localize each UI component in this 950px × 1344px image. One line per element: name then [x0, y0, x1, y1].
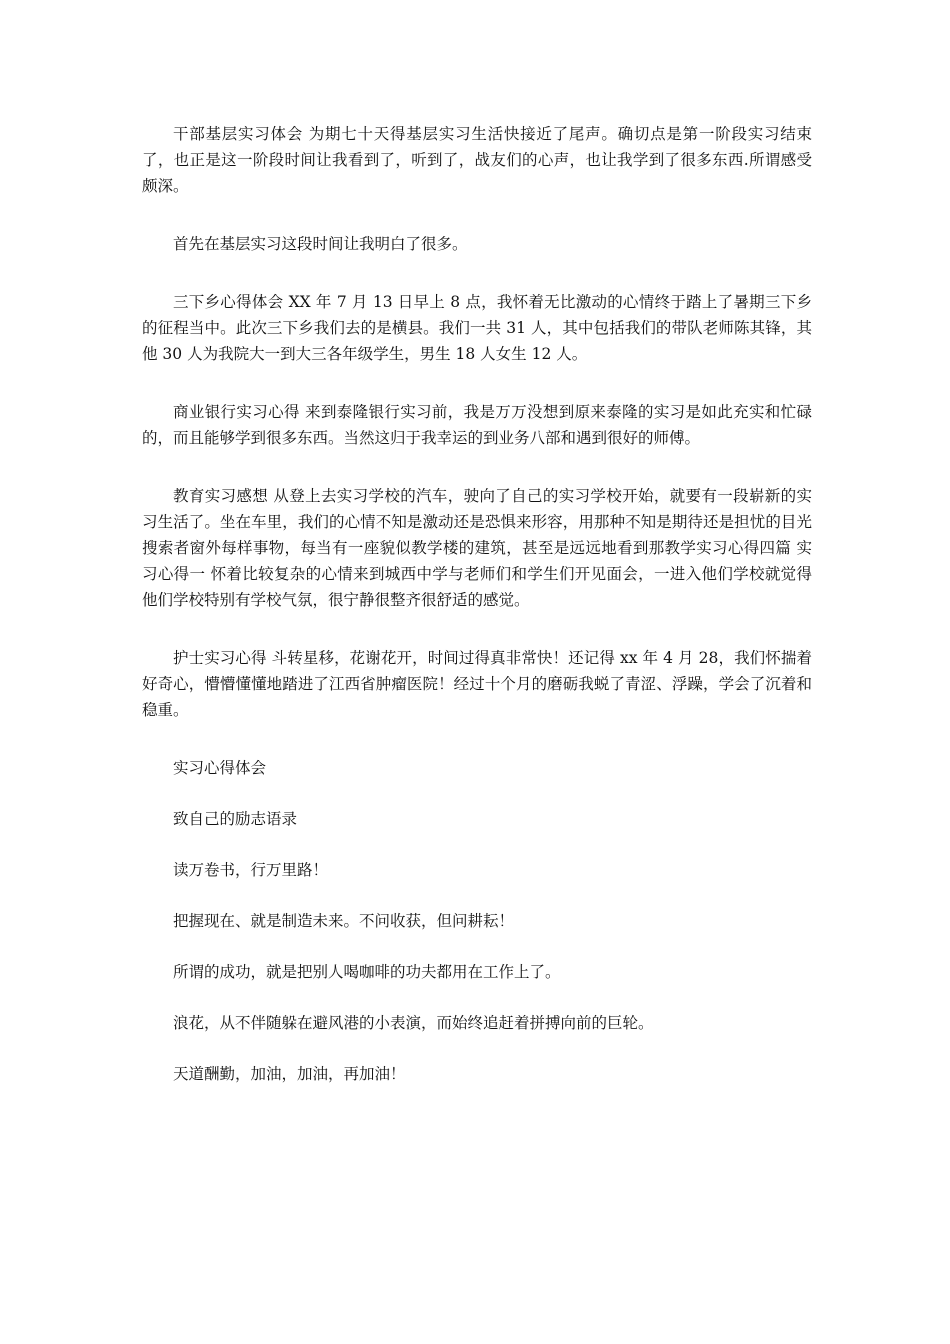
paragraph-nurse-internship: 护士实习心得 斗转星移，花谢花开，时间过得真非常快！还记得 xx 年 4 月 28，我们怀揣着好奇心，懵懵懂懂地踏进了江西省肿瘤医院！经过十个月的磨砺我蜕了青涩、浮躁，学会了沉着和稳重。 [142, 649, 812, 719]
quote-line: 浪花，从不伴随躲在避风港的小表演，而始终追赶着拼搏向前的巨轮。 [173, 1014, 654, 1032]
paragraph-grassroots-lesson: 首先在基层实习这段时间让我明白了很多。 [173, 235, 468, 253]
paragraph-cadre-internship: 干部基层实习体会 为期七十天得基层实习生活快接近了尾声。确切点是第一阶段实习结束了，也正是这一阶段时间让我看到了，听到了，战友们的心声，也让我学到了很多东西.所谓感受颇深。 [142, 125, 812, 195]
quote-line: 天道酬勤，加油，加油，再加油！ [173, 1065, 406, 1083]
document-page [142, 121, 812, 1112]
quote-line: 所谓的成功，就是把别人喝咖啡的功夫都用在工作上了。 [173, 963, 561, 981]
quote-line: 读万卷书，行万里路！ [173, 861, 329, 879]
heading-motivational-quotes: 致自己的励志语录 [173, 810, 298, 828]
paragraph-bank-internship: 商业银行实习心得 来到泰隆银行实习前，我是万万没想到原来泰隆的实习是如此充实和忙碌的，而且能够学到很多东西。当然这归于我幸运的到业务八部和遇到很好的师傅。 [142, 403, 812, 447]
paragraph-three-rural: 三下乡心得体会 XX 年 7 月 13 日早上 8 点，我怀着无比激动的心情终于踏上了暑期三下乡的征程当中。此次三下乡我们去的是横县。我们一共 31 人，其中包括我们的带队老师陈其锋，其他 30 人为我院大一到大三各年级学生，男生 18 人女生 12 人。 [142, 293, 812, 363]
quote-line: 把握现在、就是制造未来。不问收获，但问耕耘！ [173, 912, 515, 930]
heading-internship-experience: 实习心得体会 [173, 759, 267, 777]
paragraph-teaching-internship: 教育实习感想 从登上去实习学校的汽车，驶向了自己的实习学校开始，就要有一段崭新的实习生活了。坐在车里，我们的心情不知是激动还是恐惧来形容，用那种不知是期待还是担忧的目光搜索者窗外每样事物，每当有一座貌似教学楼的建筑，甚至是远远地看到那教学实习心得四篇 实习心得一 怀着比较复杂的心情来到城西中学与老师们和学生们开见面会，一进入他们学校就觉得他们学校特别有学校气氛，很宁静很整齐很舒适的感觉。 [142, 487, 812, 609]
